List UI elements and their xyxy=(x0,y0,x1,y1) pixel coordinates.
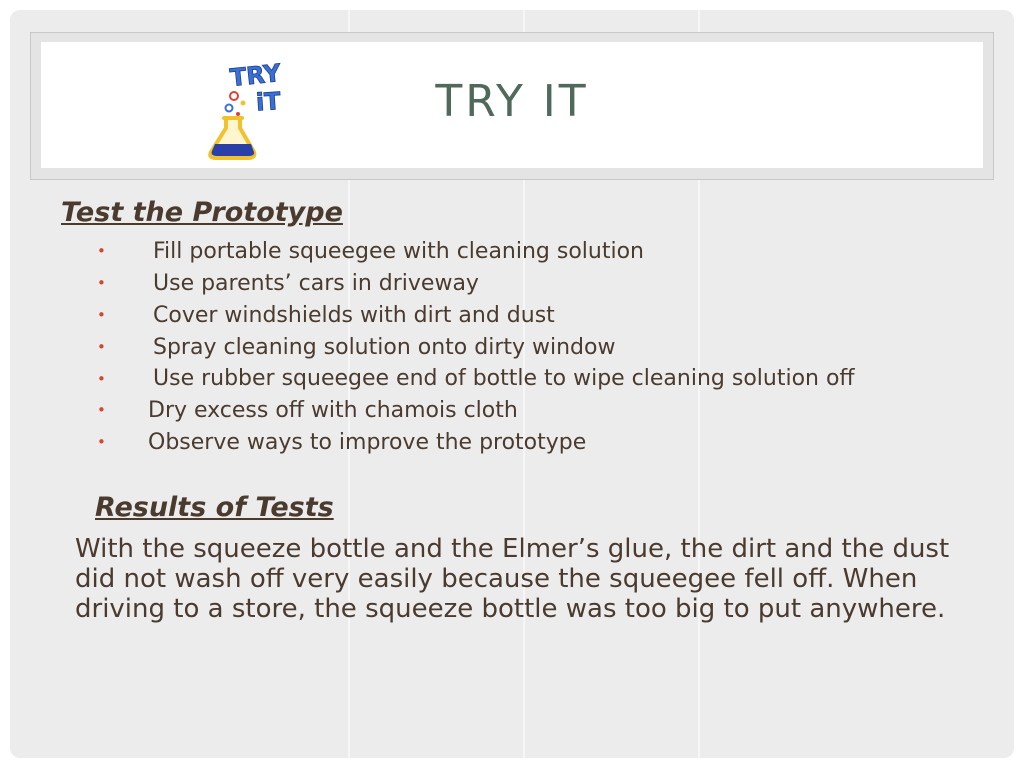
logo-text-try: TRY xyxy=(228,58,283,93)
list-item xyxy=(97,335,967,360)
list-item-text: Fill portable squeegee with cleaning solution xyxy=(153,239,645,264)
bullet-icon: • xyxy=(97,401,106,419)
section-heading-results: Results of Tests xyxy=(95,492,334,523)
list-item-text: Observe ways to improve the prototype xyxy=(148,430,587,455)
list-item xyxy=(97,239,967,264)
logo-text-it: iT xyxy=(255,87,282,117)
title-box xyxy=(41,42,983,168)
bullet-icon: • xyxy=(97,306,106,324)
list-item-text: Cover windshields with dirt and dust xyxy=(153,303,555,328)
slide xyxy=(10,10,1014,758)
list-item xyxy=(97,367,967,391)
bullet-icon: • xyxy=(97,370,106,388)
test-steps-list xyxy=(97,239,967,462)
results-paragraph: With the squeeze bottle and the Elmer’s glue, the dirt and the dust did not wash off very easily because the squeegee fell off. When driving to a store, the squeeze bottle was too big to put anywhere. xyxy=(75,534,950,624)
section-heading-test-prototype: Test the Prototype xyxy=(61,197,343,228)
slide-title: TRY IT xyxy=(435,76,589,127)
list-item xyxy=(97,271,967,296)
title-frame xyxy=(30,32,994,180)
list-item-text: Use parents’ cars in driveway xyxy=(153,271,479,296)
bullet-icon: • xyxy=(97,338,106,356)
list-item xyxy=(97,398,967,423)
list-item xyxy=(97,303,967,328)
list-item-text: Use rubber squeegee end of bottle to wipe cleaning solution off xyxy=(153,366,855,391)
list-item-text: Dry excess off with chamois cloth xyxy=(148,398,518,423)
bullet-icon: • xyxy=(97,433,106,451)
bullet-icon: • xyxy=(97,274,106,292)
list-item-text: Spray cleaning solution onto dirty window xyxy=(153,335,616,360)
list-item xyxy=(97,430,967,455)
bullet-icon: • xyxy=(97,242,106,260)
